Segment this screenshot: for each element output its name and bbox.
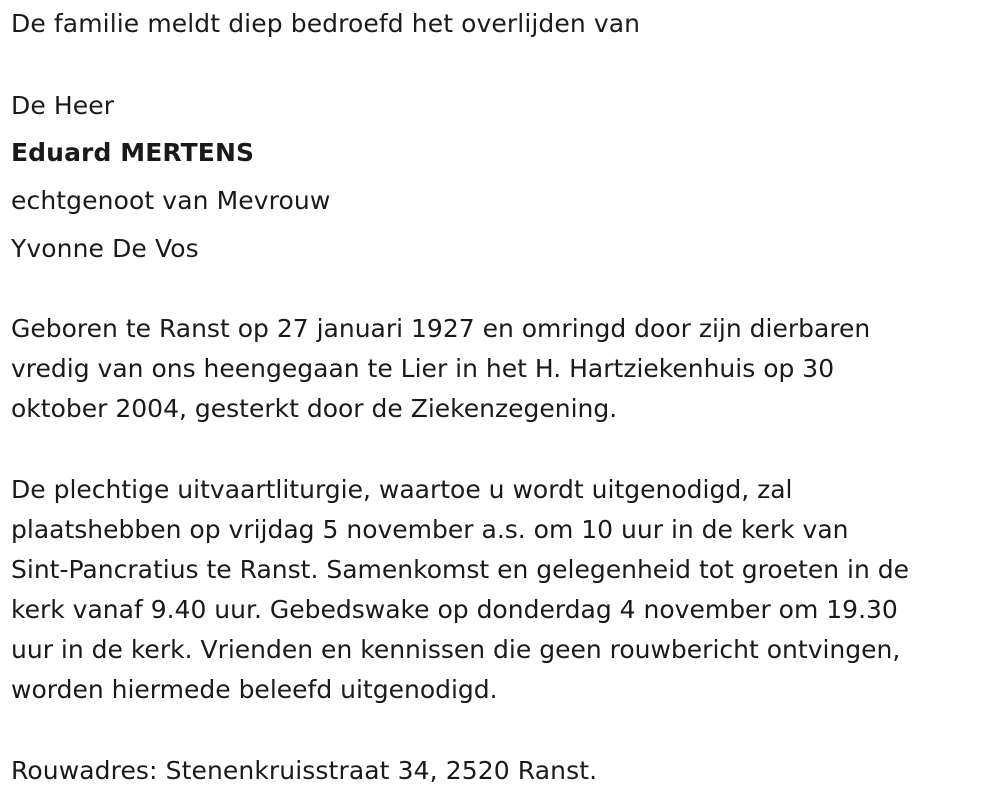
spouse-name: Yvonne De Vos — [11, 234, 199, 263]
funeral-line: worden hiermede beleefd uitgenodigd. — [11, 675, 498, 704]
birth-line: Geboren te Ranst op 27 januari 1927 en omringd door zijn dierbaren — [11, 314, 871, 343]
deceased-name: Eduard MERTENS — [11, 138, 255, 167]
birth-line: vredig van ons heengegaan te Lier in het H. Hartziekenhuis op 30 — [11, 354, 835, 383]
birth-paragraph — [11, 309, 986, 429]
intro-text: De familie meldt diep bedroefd het overlijden van — [11, 9, 641, 38]
birth-line: oktober 2004, gesterkt door de Ziekenzegening. — [11, 394, 618, 423]
spouse-line: echtgenoot van Mevrouw — [11, 186, 331, 215]
funeral-paragraph — [11, 470, 986, 710]
funeral-line: Sint-Pancratius te Ranst. Samenkomst en gelegenheid tot groeten in de — [11, 555, 910, 584]
title-prefix: De Heer — [11, 91, 115, 120]
funeral-line: plaatshebben op vrijdag 5 november a.s. om 10 uur in de kerk van — [11, 515, 849, 544]
mourning-address: Rouwadres: Stenenkruisstraat 34, 2520 Ranst. — [11, 756, 598, 785]
funeral-line: De plechtige uitvaartliturgie, waartoe u wordt uitgenodigd, zal — [11, 475, 793, 504]
funeral-line: uur in de kerk. Vrienden en kennissen die geen rouwbericht ontvingen, — [11, 635, 901, 664]
funeral-line: kerk vanaf 9.40 uur. Gebedswake op donderdag 4 november om 19.30 — [11, 595, 898, 624]
